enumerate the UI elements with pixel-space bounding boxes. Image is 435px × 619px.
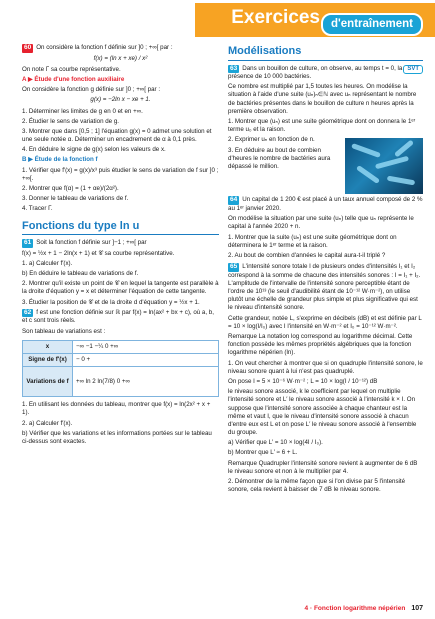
ex63-q3: 3. En déduire au bout de combien d'heures le nombre de bactéries aura dépassé le million. [228,146,331,170]
table-cell: −∞ −1 −¼ 0 +∞ [73,340,219,353]
ex61-formula: f(x) = ½x + 1 − 2ln(x + 1) et 𝒞 sa courbe représentative. [22,249,175,257]
table-row [23,353,219,366]
ex60-b4: 4. Tracer Γ. [22,205,53,213]
ex63-number: 63 [230,64,238,72]
svt-badge: SVT [403,65,423,75]
ex64-number: 64 [230,196,238,204]
section-title-ln-u: Fonctions du type ln u [22,219,219,236]
ex65-number: 65 [230,263,238,271]
ex60-intro: 60 On considère la fonction f définie sur ]0 ; +∞[ par : [24,44,173,51]
ex65-p2: Cette grandeur, notée L, s'exprime en décibels (dB) et est définie par L = 10 × log(I/I₀) avec I l'intensité en W·m⁻² et I₀ = 10⁻¹² W·m⁻². [228,314,422,330]
ex60-a4: 4. En déduire le signe de g(x) selon les valeurs de x. [22,146,166,154]
ex62-intro2: Son tableau de variations est : [22,327,106,335]
ex64-q2: 2. Au bout de combien d'années le capital aura-t-il triplé ? [228,251,386,259]
table-header-sign: Signe de f′(x) [23,353,73,366]
variation-table [22,340,219,397]
ex63-p2: Ce nombre est multiplié par 1,5 toutes les heures. On modélise la situation à l'aide d'une suite (uₙ)ₙ∈ℕ avec uₙ représentant le nombre de bactéries présentes dans le bouillon de culture n heures après la première observation. [228,83,417,115]
ex64-q1: 1. Montrer que la suite (uₙ) est une suite géométrique dont on déterminera le 1ᵉʳ terme et la raison. [228,233,397,249]
page-header [0,0,435,40]
table-cell: +∞ ln 2 ln(7/8) 0 +∞ [73,367,219,397]
ex61-q1b: b) En déduire le tableau de variations de f. [22,270,139,278]
ex63-q1: 1. Montrer que (uₙ) est une suite géométrique dont on donnera le 1ᵉʳ terme u₀ et la raison. [228,118,416,134]
right-column [228,44,423,601]
header-pill: d'entraînement [321,13,423,36]
table-cell: − 0 + [73,353,219,366]
ex60-b2: 2. Montrer que f(α) = (1 + αe)/(2α²). [22,185,119,193]
page-title: Exercices [231,7,320,28]
ex62-intro: 62 f est une fonction définie sur ℝ par f(x) = ln(ax² + bx + c), où a, b, et c sont trois réels. [22,308,214,325]
ex61-number: 61 [24,239,32,247]
ex63-q2: 2. Exprimer uₙ en fonction de n. [228,136,315,144]
ex65-q1d: a) Vérifier que L′ = 10 × log(4I / I₀). [228,439,323,447]
ex61-q3: 3. Étudier la position de 𝒞 et de la droite d d'équation y = ½x + 1. [22,298,200,306]
ex60-b3: 3. Donner le tableau de variations de f. [22,195,129,203]
ex62-q2b: b) Vérifier que les variations et les informations portées sur le tableau ci-dessus sont exactes. [22,429,212,445]
table-row [23,340,219,353]
ex65-p1: 65 L'intensité sonore totale I de plusieurs ondes d'intensités I₁ et I₂ correspond à la somme de chacune des intensités sonores : I = I₁ + I₂. L'amplitude de l'intervalle de l'intensité sonore perceptible étant de l'ordre de 10¹³ (le seuil d'audibilité étant de 10⁻¹² W·m⁻²), on utilise plutôt une échelle de grandeur plus simple et plus significative qui est le niveau d'intensité sonore. [228,263,421,312]
page-number: 107 [411,605,423,613]
ex60-a-formula: g(x) = −2ln x − xe + 1. [90,96,151,104]
ex65-q1: 1. On veut chercher à montrer que si on quadruple l'intensité sonore, le niveau sonore quant à lui n'est pas quadruplé. [228,359,423,375]
ex65-q1e: b) Montrer que L′ ≈ 6 + L. [228,449,298,457]
table-header-x: x [23,340,73,353]
ex60-after: On note Γ sa courbe représentative. [22,65,121,73]
ex62-q2: 2. a) Calculer f′(x). [22,419,73,427]
page-footer [305,604,423,614]
ex60-b1: 1. Vérifier que f′(x) = g(x)/x³ puis étudier le sens de variation de f sur ]0 ; +∞[. [22,166,219,182]
ex61-intro: 61 Soit la fonction f définie sur ]−1 ; +∞[ par [24,239,147,247]
ex62-number: 62 [24,308,32,316]
ex60-a3: 3. Montrer que dans [0,5 ; 1] l'équation g(x) = 0 admet une solution et une seule notée α. Déterminer un encadrement de α à 0,1 près. [22,127,212,144]
ex60-formula: f(x) = (ln x + xe) / x² [93,54,148,62]
ex65-note1: Remarque La notation log correspond au logarithme décimal. Cette fonction possède les mêmes propriétés algébriques que la fonction logarithme népérien (ln). [228,333,413,357]
table-header-variations: Variations de f [23,367,73,397]
ex60-a-intro: On considère la fonction g définie sur ]0 ; +∞[ par : [22,86,161,94]
ex65-q1b: On pose I = 5 × 10⁻⁶ W·m⁻² ; L = 10 × log(I / 10⁻¹²) dB [228,377,378,385]
ex65-note2: Remarque Quadrupler l'intensité sonore revient à augmenter de 6 dB le niveau sonore et non à le multiplier par 4. [228,459,418,475]
ex63-p1: 63 SVT Dans un bouillon de culture, on observe, au temps t = 0, la présence de 10 000 bactéries. [228,65,423,82]
section-title-modelisations: Modélisations [228,44,423,61]
ex64-p2: On modélise la situation par une suite (uₙ) telle que uₙ représente le capital à l'année 2020 + n. [228,215,414,231]
ex60-a2: 2. Étudier le sens de variation de g. [22,117,119,125]
left-column [22,44,219,601]
ex60-a1: 1. Déterminer les limites de g en 0 et en +∞. [22,107,143,115]
ex65-q1c: le niveau sonore associé, k le coefficient par lequel on multiplie l'intensité sonore et L′ le niveau sonore associé à l'intensité k × I. On suppose que l'intensité sonore associée à chaque chanteur est la même et vaut I, que le niveau d'intensité sonore associé à chacun d'entre eux est L et on pose L′ le niveau sonore associé à l'ensemble du groupe. [228,388,417,437]
ex61-q2: 2. Montrer qu'il existe un point de 𝒞 en lequel la tangente est parallèle à la droite d'équation y = x et déterminer l'équation de cette tangente. [22,280,219,296]
ex65-q2: 2. Démontrer de la même façon que si l'on divise par 5 l'intensité sonore, cela revient à baisser de 7 dB le niveau sonore. [228,478,406,494]
ex64-p1: 64 Un capital de 1 200 € est placé à un taux annuel composé de 2 % au 1ᵉʳ janvier 2020. [228,196,423,212]
bacteria-image [345,138,423,194]
chapter-label: 4 · Fonction logarithme népérien [304,605,406,613]
ex60-part-a-title: A ▶ Étude d'une fonction auxiliaire [22,75,125,83]
ex62-q1: 1. En utilisant les données du tableau, montrer que f(x) = ln(2x² + x + 1). [22,401,211,417]
ex61-q1: 1. a) Calculer f′(x). [22,259,73,267]
table-row [23,367,219,397]
ex60-number: 60 [24,44,32,51]
ex60-part-b-title: B ▶ Étude de la fonction f [22,156,98,164]
